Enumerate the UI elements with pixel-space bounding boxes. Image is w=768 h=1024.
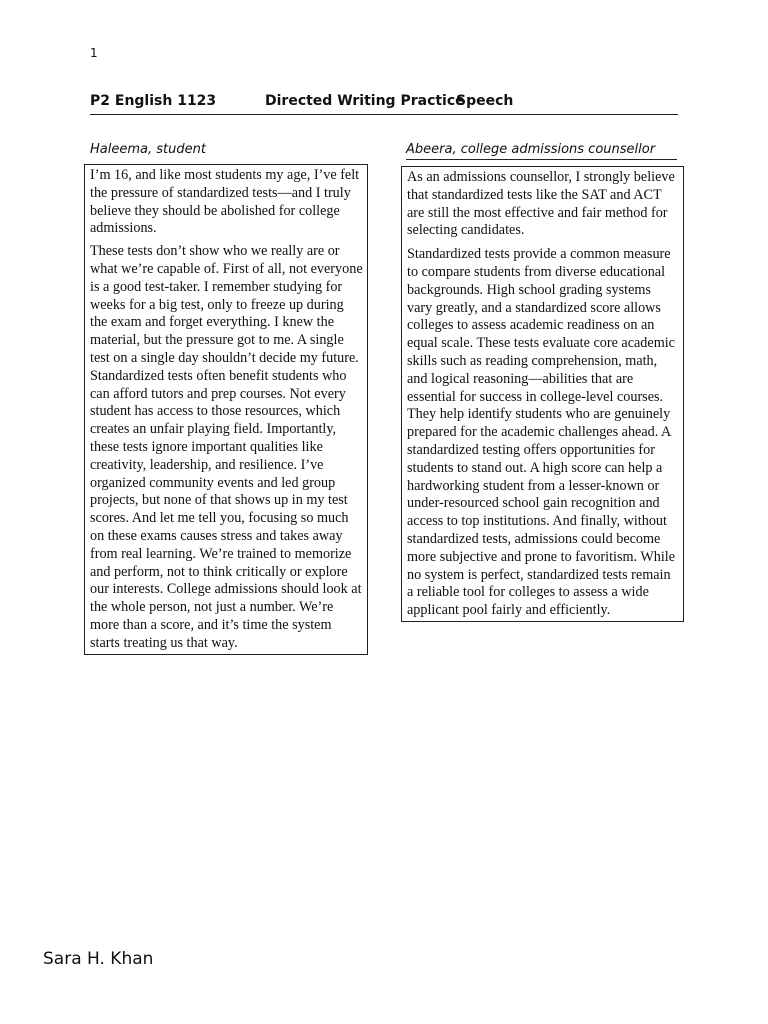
course-title: P2 English 1123 bbox=[90, 93, 217, 109]
counsellor-text-box bbox=[401, 166, 684, 622]
assignment-title: Directed Writing Practice bbox=[265, 93, 465, 109]
student-paragraph: I’m 16, and like most students my age, I’ve felt the pressure of standardized tests—and I truly believe they should be abolished for college admissions. bbox=[90, 167, 360, 237]
student-paragraph: These tests don’t show who we really are or what we’re capable of. First of all, not everyone is a good test-taker. I remember studying for weeks for a big test, only to freeze up during the exam and forget everything. I knew the material, but the pressure got to me. A single test on a single day shouldn’t decide my future. Standardized tests often benefit students who can afford tutors and prep courses. Not every student has access to those resources, which creates an unfair playing field. Importantly, these tests ignore important qualities like creativity, leadership, and resilience. I’ve organized community events and led group projects, but none of that shows up in my test scores. And let me tell you, focusing so much on these exams causes stress and takes away from real learning. We’re trained to memorize and perform, not to think critically or explore our interests. College admissions should look at the whole person, not just a number. We’re more than a score, and it’s time the system starts treating us that way. bbox=[90, 243, 363, 651]
page-number: 1 bbox=[90, 46, 98, 60]
student-text-box bbox=[84, 164, 368, 655]
assignment-type: Speech bbox=[456, 93, 514, 109]
counsellor-paragraph: Standardized tests provide a common measure to compare students from diverse educational backgrounds. High school grading systems vary greatly, and a standardized score allows colleges to assess academic readiness on an equal scale. These tests evaluate core academic skills such as reading comprehension, math, and logical reasoning—abilities that are essential for success in college-level courses. They help identify students who are genuinely prepared for the academic challenges ahead. A standardized testing offers opportunities for students to stand out. A high score can help a hardworking student from a lesser-known or under-resourced school gain recognition and access to top institutions. And finally, without standardized tests, admissions could become more subjective and prone to favoritism. While no system is perfect, standardized tests remain a reliable tool for colleges to assess a wide applicant pool fairly and efficiently. bbox=[407, 246, 676, 619]
right-caption: Abeera, college admissions counsellor bbox=[406, 142, 677, 160]
left-caption: Haleema, student bbox=[90, 142, 206, 157]
document-header bbox=[90, 93, 678, 115]
counsellor-paragraph: As an admissions counsellor, I strongly believe that standardized tests like the SAT and ACT are still the most effective and fair method for selecting candidates. bbox=[407, 169, 675, 239]
author-name: Sara H. Khan bbox=[43, 949, 154, 969]
